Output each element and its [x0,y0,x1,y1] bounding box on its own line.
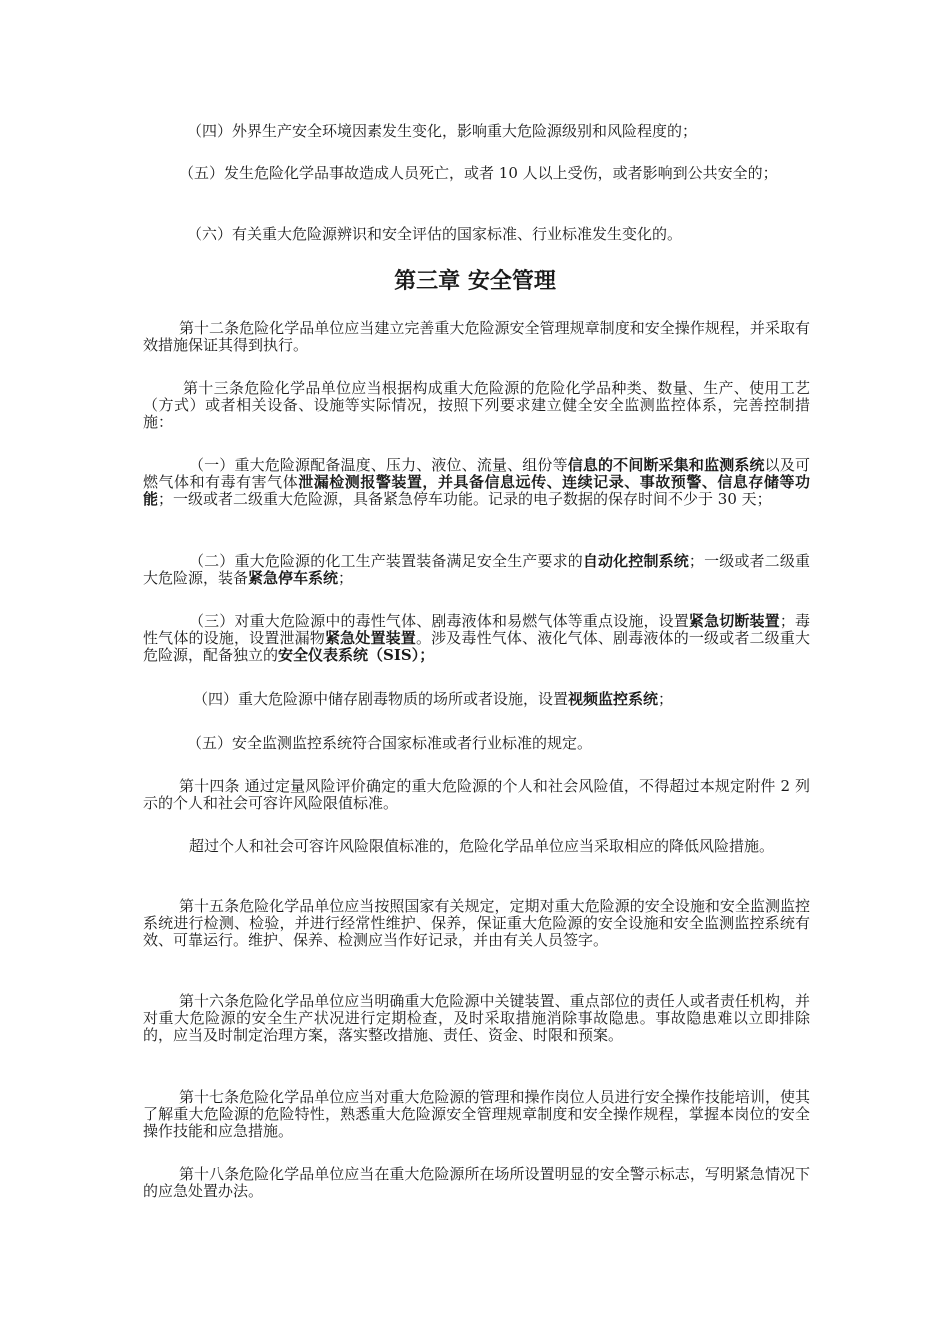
article-18: 第十八条危险化学品单位应当在重大危险源所在场所设置明显的安全警示标志，写明紧急情况下的应急处置办法。 [143,1165,810,1200]
article-17: 第十七条危险化学品单位应当对重大危险源的管理和操作岗位人员进行安全操作技能培训，使其了解重大危险源的危险特性，熟悉重大危险源安全管理规章制度和安全操作规程，掌握本岗位的安全操作技能和应急措施。 [143,1088,810,1140]
text-run: 。涉及毒性气体、液化气体、剧毒液体的一级或者二级重大危险源，配备独立的 [143,629,810,664]
text-run: 以及可燃气体和有毒有害气体 [143,456,810,491]
text-run: ； [658,690,674,708]
text-run: （一）重大危险源配备温度、压力、液位、流量、组份等 [189,456,568,474]
article-13: 第十三条危险化学品单位应当根据构成重大危险源的危险化学品种类、数量、生产、使用工艺（方式）或者相关设备、设施等实际情况，按照下列要求建立健全安全监测监控体系，完善控制措施： [143,379,810,431]
article-16: 第十六条危险化学品单位应当明确重大危险源中关键装置、重点部位的责任人或者责任机构，并对重大危险源的安全生产状况进行定期检查，及时采取措施消除事故隐患。事故隐患难以立即排除的，应当及时制定治理方案，落实整改措施、责任、资金、时限和预案。 [143,992,810,1044]
emphasis-text: 视频监控系统 [568,690,659,708]
emphasis-text: 安全仪表系统（SIS）； [278,646,435,664]
emphasis-text: 紧急处置装置 [324,629,416,647]
emphasis-text: 紧急切断装置 [688,612,780,630]
article-13-item-5: （五）安全监测监控系统符合国家标准或者行业标准的规定。 [187,734,593,752]
paragraph-item-5: （五）发生危险化学品事故造成人员死亡，或者 10 人以上受伤，或者影响到公共安全的； [179,164,778,182]
article-14: 第十四条 通过定量风险评价确定的重大危险源的个人和社会风险值，不得超过本规定附件 2 列示的个人和社会可容许风险限值标准。 [143,777,810,812]
paragraph-item-6: （六）有关重大危险源辨识和安全评估的国家标准、行业标准发生变化的。 [187,225,683,243]
text-run: （三）对重大危险源中的毒性气体、剧毒液体和易燃气体等重点设施，设置 [189,612,689,630]
text-run: （二）重大危险源的化工生产装置装备满足安全生产要求的 [189,552,583,570]
text-run: ；毒性气体的设施，设置泄漏物 [143,612,810,647]
article-13-item-3 [143,613,810,664]
emphasis-text: 信息的不间断采集和监测系统 [567,456,765,474]
chapter-title: 第三章 安全管理 [394,269,556,294]
article-12: 第十二条危险化学品单位应当建立完善重大危险源安全管理规章制度和安全操作规程，并采取有效措施保证其得到执行。 [143,319,810,354]
emphasis-text: 泄漏检测报警装置，并具备信息远传、连续记录、事故预警、信息存储等功能 [143,473,810,508]
text-run: ；一级或者二级重大危险源，具备紧急停车功能。记录的电子数据的保存时间不少于 30 天； [158,490,772,508]
emphasis-text: 自动化控制系统 [582,552,689,570]
article-14-note: 超过个人和社会可容许风险限值标准的，危险化学品单位应当采取相应的降低风险措施。 [189,837,775,855]
paragraph-item-4: （四）外界生产安全环境因素发生变化，影响重大危险源级别和风险程度的； [187,122,698,140]
article-13-item-2 [143,553,810,587]
article-13-item-1 [143,457,810,508]
emphasis-text: 紧急停车系统 [248,569,339,587]
text-run: ；一级或者二级重大危险源，装备 [143,552,810,587]
text-run: （四）重大危险源中储存剧毒物质的场所或者设施，设置 [193,690,569,708]
article-15: 第十五条危险化学品单位应当按照国家有关规定，定期对重大危险源的安全设施和安全监测监控系统进行检测、检验，并进行经常性维护、保养，保证重大危险源的安全设施和安全监测监控系统有效、可靠运行。维护、保养、检测应当作好记录，并由有关人员签字。 [143,897,810,949]
text-run: ； [338,569,354,587]
article-13-item-4 [143,691,810,708]
